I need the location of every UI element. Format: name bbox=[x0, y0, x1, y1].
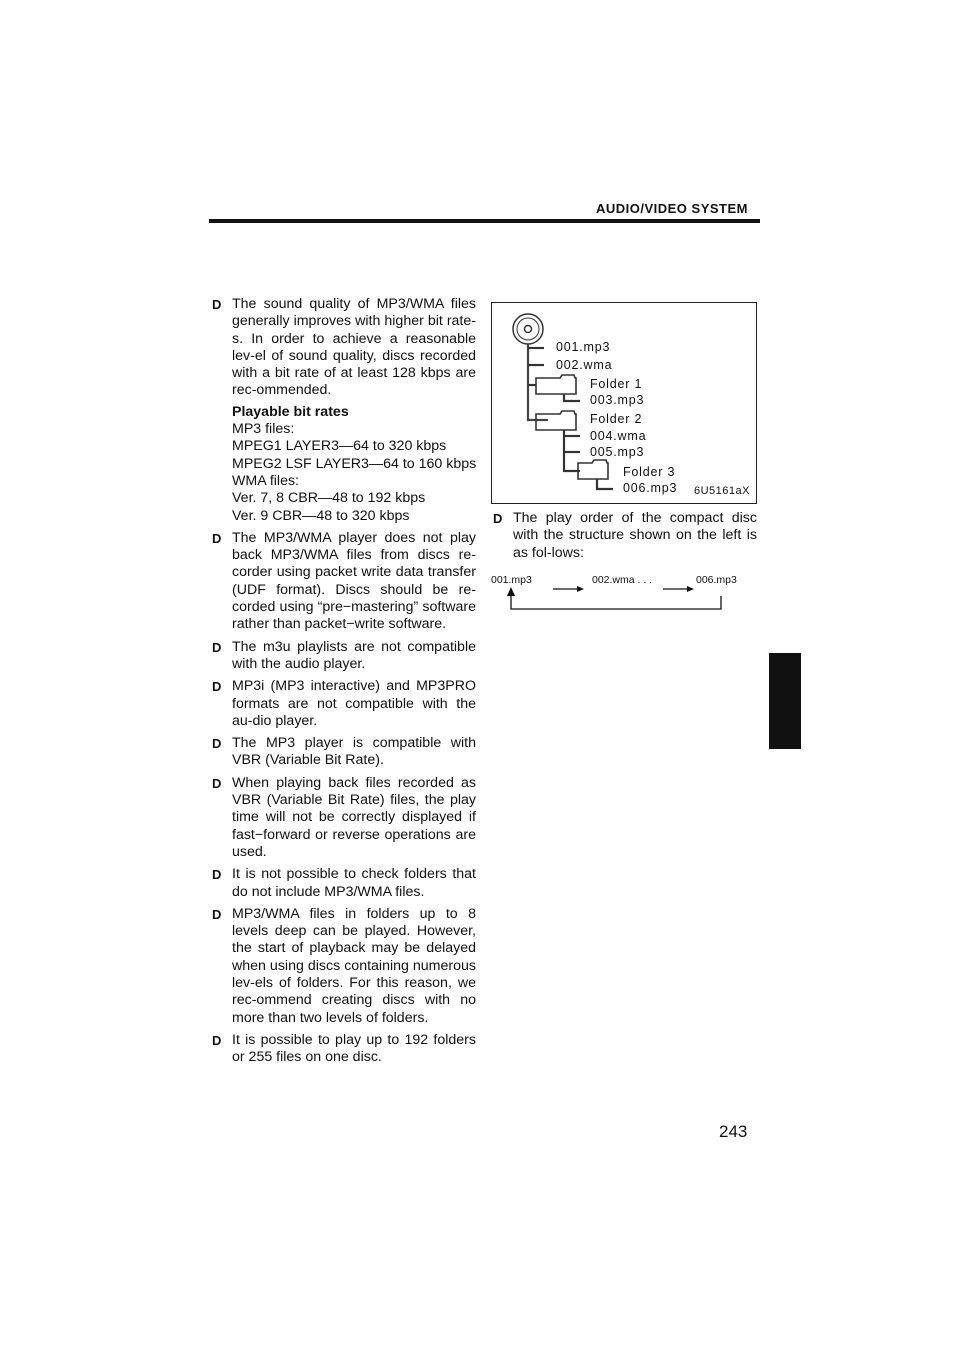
bullet-glyph: D bbox=[212, 775, 222, 791]
folder-icon bbox=[536, 375, 576, 394]
bullet-text: MP3i (MP3 interactive) and MP3PRO formats are not compatible with the au-dio player. bbox=[232, 678, 476, 729]
tree-file-label: 002.wma bbox=[556, 358, 613, 372]
bullet-glyph: D bbox=[212, 639, 222, 655]
bullet-glyph: D bbox=[212, 297, 222, 312]
figure-code: 6U5161aX bbox=[694, 485, 750, 497]
play-order-middle: 002.wma . . . bbox=[592, 574, 653, 586]
bit-rate-heading: Playable bit rates bbox=[232, 403, 349, 420]
play-order-arrows bbox=[491, 572, 761, 612]
tree-file-label: 001.mp3 bbox=[556, 340, 611, 354]
bit-rate-line: Ver. 9 CBR—48 to 320 kbps bbox=[232, 507, 410, 524]
bullet-text: The sound quality of MP3/WMA files generally improves with higher bit rate-s. In order to achieve a reasonable lev-el of sound quality, discs recorded with a bit rate of at least 128 kbps are rec-ommended. bbox=[232, 296, 476, 399]
bullet-text: The play order of the compact disc with the structure shown on the left is as fol-lows: bbox=[513, 510, 757, 561]
tree-file-label: 004.wma bbox=[590, 429, 647, 443]
header-rule bbox=[209, 219, 760, 223]
left-column bbox=[212, 296, 476, 1071]
bullet-item bbox=[212, 530, 476, 634]
disc-icon-hole bbox=[525, 326, 532, 333]
play-order-last: 006.mp3 bbox=[696, 574, 737, 586]
bit-rate-line: WMA files: bbox=[232, 472, 300, 489]
bit-rate-line: MPEG2 LSF LAYER3—64 to 160 kbps bbox=[232, 455, 477, 472]
bullet-text: It is not possible to check folders that do not include MP3/WMA files. bbox=[232, 866, 476, 900]
bullet-item bbox=[212, 906, 476, 1027]
tree-folder-label: Folder 3 bbox=[623, 465, 676, 479]
bullet-glyph: D bbox=[212, 530, 222, 546]
bit-rate-line: MP3 files: bbox=[232, 421, 295, 438]
bullet-item bbox=[212, 1032, 476, 1067]
bullet-item bbox=[212, 775, 476, 861]
play-order-diagram bbox=[491, 572, 761, 612]
bullet-glyph: D bbox=[212, 906, 222, 922]
bullet-item bbox=[212, 735, 476, 770]
tree-folder-label: Folder 2 bbox=[590, 412, 643, 426]
bullet-item bbox=[212, 639, 476, 674]
bit-rate-line: Ver. 7, 8 CBR—48 to 192 kbps bbox=[232, 490, 426, 507]
bullet-item bbox=[212, 678, 476, 730]
tree-folder-label: Folder 1 bbox=[590, 377, 643, 391]
tree-file-label: 006.mp3 bbox=[623, 481, 678, 495]
disc-icon-ring bbox=[517, 318, 539, 340]
bullet-glyph: D bbox=[493, 511, 503, 526]
bullet-text: The m3u playlists are not compatible with the audio player. bbox=[232, 638, 476, 672]
page-number: 243 bbox=[719, 1122, 748, 1141]
bullet-item bbox=[493, 510, 757, 562]
tree-file-label: 003.mp3 bbox=[590, 393, 645, 407]
bullet-item bbox=[212, 296, 476, 525]
bullet-glyph: D bbox=[212, 1032, 222, 1048]
section-title: AUDIO/VIDEO SYSTEM bbox=[595, 201, 748, 216]
folder-icon bbox=[578, 460, 608, 479]
bullet-glyph: D bbox=[212, 736, 222, 752]
section-tab bbox=[769, 653, 801, 749]
bullet-text: When playing back files recorded as VBR (Variable Bit Rate) files, the play time will not be correctly displayed if fast−forward or reverse operations are used. bbox=[232, 774, 476, 860]
bullet-text: It is possible to play up to 192 folders or 255 files on one disc. bbox=[232, 1031, 476, 1066]
right-column bbox=[493, 510, 757, 567]
play-order-first: 001.mp3 bbox=[491, 574, 532, 586]
bullet-glyph: D bbox=[212, 867, 222, 883]
bullet-glyph: D bbox=[212, 679, 222, 695]
bit-rate-block bbox=[232, 404, 476, 525]
bullet-text: MP3/WMA files in folders up to 8 levels deep can be played. However, the start of playback may be delayed when using discs containing numerous lev-els of folders. For this reason, we rec-ommend creating discs with no more than two levels of folders. bbox=[232, 905, 476, 1026]
bullet-text: The MP3 player is compatible with VBR (Variable Bit Rate). bbox=[232, 735, 476, 769]
bullet-text: The MP3/WMA player does not play back MP3/WMA files from discs re-corder using packet write data transfer (UDF format). Discs should be re-corded using “pre−mastering” software rather than packet−write software. bbox=[232, 529, 476, 633]
tree-file-label: 005.mp3 bbox=[590, 445, 645, 459]
bit-rate-line: MPEG1 LAYER3—64 to 320 kbps bbox=[232, 438, 447, 455]
bullet-item bbox=[212, 866, 476, 901]
folder-structure-figure bbox=[491, 302, 757, 504]
